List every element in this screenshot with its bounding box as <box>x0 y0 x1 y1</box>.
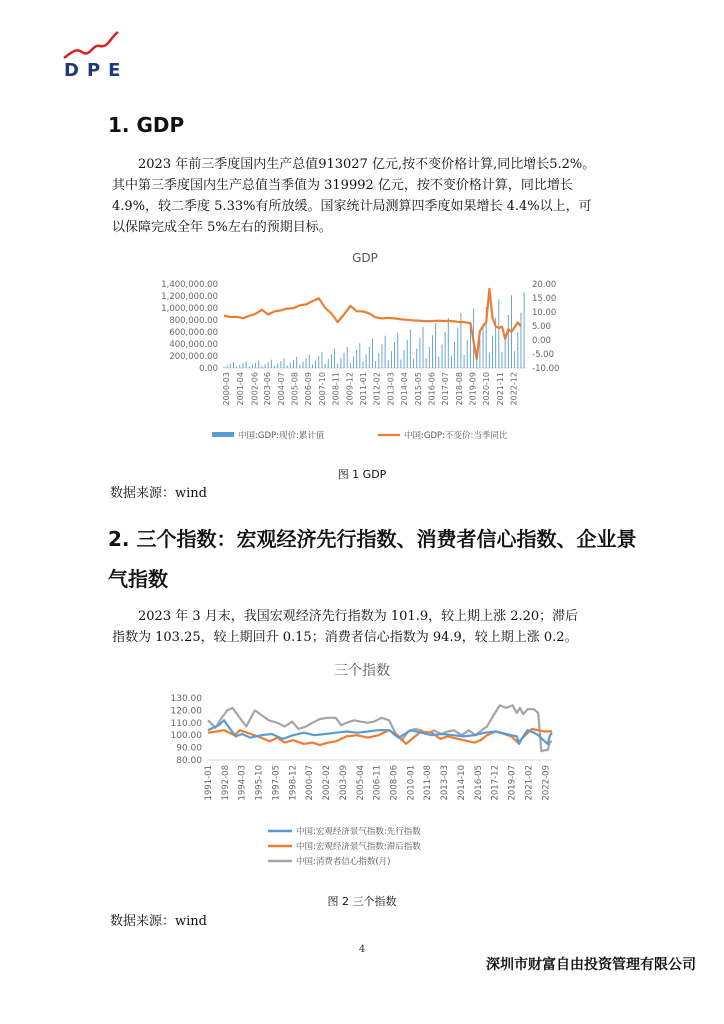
section-2-heading-line: 2. 三个指数：宏观经济先行指数、消费者信心指数、企业景 <box>108 527 637 551</box>
x-axis-tick: 2014-10 <box>456 765 467 801</box>
gdp-bar <box>315 360 316 368</box>
gdp-bar <box>328 359 329 368</box>
paragraph-line: 2023 年 3 月末，我国宏观经济先行指数为 101.9，较上期上涨 2.20；滞后 <box>138 609 579 624</box>
x-axis-tick: 2013-03 <box>440 765 451 801</box>
x-axis-tick: 2007-10 <box>317 372 327 406</box>
gdp-bar <box>233 362 234 368</box>
legend-label: 中国:宏观经济景气指数:先行指数 <box>296 827 421 837</box>
gdp-bar <box>265 364 266 368</box>
y-axis-tick: 90.00 <box>176 743 202 754</box>
x-axis-tick: 2016-06 <box>427 372 437 406</box>
gdp-bar <box>261 366 262 368</box>
gdp-bar <box>514 351 515 368</box>
gdp-bar <box>303 362 304 368</box>
page-number: 4 <box>358 944 366 955</box>
x-axis-tick: 1997-05 <box>271 765 282 801</box>
legend-label: 中国:GDP:现价:累计值 <box>238 431 325 441</box>
left-axis-tick: 400,000.00 <box>169 340 218 350</box>
gdp-bar <box>239 365 240 368</box>
gdp-bar <box>255 363 256 368</box>
gdp-bar <box>381 344 382 368</box>
gdp-bar <box>372 339 373 368</box>
left-axis-tick: 0.00 <box>199 364 218 374</box>
x-axis-tick: 2017-07 <box>441 372 451 406</box>
gdp-bar <box>230 364 231 368</box>
gdp-bar <box>227 365 228 368</box>
figure-1-source: 数据来源：wind <box>110 486 207 501</box>
x-axis-tick: 2005-04 <box>355 765 366 801</box>
x-axis-tick: 1995-10 <box>254 765 265 801</box>
index-series-line <box>208 705 552 751</box>
x-axis-tick: 2016-05 <box>473 765 484 801</box>
right-axis-tick: 20.00 <box>532 280 557 290</box>
gdp-bar <box>502 352 503 368</box>
gdp-bar <box>277 363 278 368</box>
x-axis-tick: 2011-08 <box>423 765 434 801</box>
x-axis-tick: 2006-09 <box>304 372 314 406</box>
figure-2-source: 数据来源：wind <box>110 914 207 929</box>
gdp-bar <box>356 350 357 368</box>
gdp-bar <box>312 364 313 368</box>
gdp-bar <box>243 363 244 368</box>
legend-label: 中国:消费者信心指数(月) <box>296 857 391 867</box>
left-axis-tick: 1,400,000.00 <box>161 280 218 290</box>
x-axis-tick: 2005-08 <box>290 372 300 406</box>
paragraph-line: 指数为 103.25，较上期回升 0.15；消费者信心指数为 94.9，较上期上涨 0.2。 <box>112 630 578 645</box>
x-axis-tick: 1998-12 <box>288 765 299 801</box>
gdp-bar <box>363 362 364 368</box>
section-2-heading-line: 气指数 <box>108 567 168 591</box>
index-series-line <box>208 720 552 744</box>
gdp-chart <box>140 246 590 456</box>
x-axis-tick: 1994-03 <box>237 765 248 801</box>
y-axis-tick: 120.00 <box>170 706 202 717</box>
left-axis-tick: 1,200,000.00 <box>161 292 218 302</box>
right-axis-tick: 5.00 <box>532 322 551 332</box>
gdp-bar <box>451 356 452 368</box>
gdp-bar <box>498 299 499 368</box>
y-axis-tick: 130.00 <box>170 694 202 704</box>
gdp-bar <box>224 367 225 368</box>
gdp-bar <box>445 332 446 368</box>
x-axis-tick: 2003-06 <box>263 372 273 406</box>
x-axis-tick: 2009-12 <box>345 372 355 406</box>
x-axis-tick: 2001-04 <box>235 372 245 406</box>
right-axis-tick: -10.00 <box>532 364 560 374</box>
x-axis-tick: 2020-10 <box>482 372 492 406</box>
gdp-bar <box>271 360 272 368</box>
x-axis-tick: 2002-06 <box>250 372 260 406</box>
gdp-bar <box>246 361 247 368</box>
gdp-bar <box>397 332 398 368</box>
paragraph-line: 以保障完成全年 5%左右的预期目标。 <box>112 220 332 235</box>
gdp-bar <box>236 367 237 368</box>
x-axis-tick: 2013-03 <box>386 372 396 406</box>
gdp-bar <box>331 354 332 368</box>
right-axis-tick: 0.00 <box>532 336 551 346</box>
gdp-bar <box>416 349 417 368</box>
gdp-bar <box>309 355 310 368</box>
gdp-bar <box>318 356 319 368</box>
x-axis-tick: 2006-11 <box>372 765 383 801</box>
x-axis-tick: 2010-01 <box>406 765 417 801</box>
x-axis-tick: 2021-02 <box>524 765 535 801</box>
right-axis-tick: 15.00 <box>532 294 557 304</box>
gdp-bar <box>454 342 455 368</box>
section-2-paragraph <box>112 606 578 648</box>
left-axis-tick: 200,000.00 <box>169 352 218 362</box>
section-1-paragraph <box>112 154 595 238</box>
chart-title: 三个指数 <box>334 663 390 679</box>
left-axis-tick: 1,000,000.00 <box>161 304 218 314</box>
x-axis-tick: 2000-07 <box>305 765 316 801</box>
gdp-bar <box>274 366 275 368</box>
gdp-bar <box>334 349 335 368</box>
x-axis-tick: 2019-09 <box>468 372 478 406</box>
figure-1-caption: 图 1 GDP <box>337 468 387 481</box>
x-axis-tick: 2008-06 <box>389 765 400 801</box>
gdp-bar <box>413 359 414 368</box>
gdp-bar <box>391 351 392 368</box>
index-series-line <box>208 729 552 745</box>
legend-label: 中国:宏观经济景气指数:滞后指数 <box>296 842 421 852</box>
gdp-bar <box>385 336 386 368</box>
gdp-bar <box>325 364 326 368</box>
x-axis-tick: 1991-01 <box>204 765 214 801</box>
y-axis-tick: 110.00 <box>170 718 202 729</box>
x-axis-tick: 2004-07 <box>276 372 286 406</box>
chart-title: GDP <box>352 251 378 265</box>
gdp-bar <box>280 361 281 368</box>
left-axis-tick: 800,000.00 <box>169 316 218 326</box>
gdp-bar <box>366 354 367 368</box>
x-axis-tick: 2003-09 <box>338 765 349 801</box>
gdp-bar <box>438 357 439 368</box>
x-axis-tick: 1992-08 <box>220 765 231 801</box>
gdp-bar <box>423 327 424 368</box>
logo-swoosh <box>64 32 118 58</box>
gdp-bar <box>404 350 405 368</box>
x-axis-tick: 2014-04 <box>400 372 410 406</box>
gdp-bar <box>293 360 294 368</box>
paragraph-line: 4.9%，较二季度 5.33%有所放缓。国家统计局测算四季度如果增长 4.4%以上，可 <box>112 199 592 214</box>
gdp-bar <box>407 340 408 368</box>
gdp-bar <box>252 365 253 368</box>
gdp-bar <box>400 360 401 368</box>
gdp-bar <box>258 361 259 368</box>
x-axis-tick: 2022-12 <box>509 372 519 406</box>
gdp-bar <box>290 363 291 368</box>
gdp-bar <box>344 353 345 368</box>
gdp-bar <box>517 332 518 368</box>
x-axis-tick: 2012-02 <box>372 372 382 406</box>
gdp-bar <box>268 362 269 368</box>
gdp-bar <box>419 338 420 368</box>
gdp-bar <box>464 355 465 368</box>
gdp-bar <box>435 323 436 368</box>
gdp-bar <box>337 363 338 368</box>
logo-text: DPE <box>64 60 129 81</box>
gdp-bar <box>388 360 389 368</box>
gdp-bar <box>350 363 351 368</box>
gdp-bar <box>369 347 370 368</box>
x-axis-tick: 2011-01 <box>358 372 368 406</box>
gdp-bar <box>353 356 354 368</box>
gdp-bar <box>520 313 521 368</box>
gdp-bar <box>492 336 493 368</box>
gdp-bar <box>508 315 509 368</box>
gdp-bar <box>347 347 348 368</box>
legend-label: 中国:GDP:不变价:当季同比 <box>404 431 508 441</box>
paragraph-line: 2023 年前三季度国内生产总值913027 亿元,按不变价格计算,同比增长5.2%。 <box>138 157 596 172</box>
gdp-bar <box>432 335 433 368</box>
figure-2-caption: 图 2 三个指数 <box>327 895 397 908</box>
gdp-bar <box>442 345 443 368</box>
section-1-heading: 1. GDP <box>108 113 185 137</box>
x-axis-tick: 2008-11 <box>331 372 341 406</box>
legend-swatch-bar <box>212 432 234 437</box>
gdp-bar <box>375 361 376 368</box>
gdp-bar <box>287 366 288 368</box>
x-axis-tick: 2021-11 <box>495 372 505 406</box>
y-axis-tick: 80.00 <box>176 756 202 766</box>
gdp-bar <box>359 343 360 368</box>
left-axis-tick: 600,000.00 <box>169 328 218 338</box>
gdp-bar <box>340 358 341 368</box>
gdp-bar <box>410 329 411 368</box>
right-axis-tick: 10.00 <box>532 308 557 318</box>
y-axis-tick: 100.00 <box>170 731 202 742</box>
gdp-bar <box>467 340 468 368</box>
gdp-bar <box>378 353 379 368</box>
x-axis-tick: 2000-03 <box>222 372 232 406</box>
logo-mark <box>62 30 122 62</box>
gdp-bar <box>296 357 297 368</box>
right-axis-tick: -5.00 <box>532 350 554 360</box>
gdp-bar <box>321 352 322 368</box>
paragraph-line: 其中第三季度国内生产总值当季值为 319992 亿元，按不变价格计算，同比增长 <box>112 178 573 193</box>
gdp-bar <box>524 292 525 368</box>
gdp-bar <box>394 342 395 368</box>
gdp-bar <box>457 328 458 368</box>
gdp-bar <box>479 339 480 368</box>
gdp-bar <box>483 324 484 368</box>
x-axis-tick: 2022-09 <box>541 765 552 801</box>
x-axis-tick: 2019-07 <box>507 765 518 801</box>
company-name: 深圳市财富自由投资管理有限公司 <box>486 957 696 973</box>
x-axis-tick: 2017-12 <box>490 765 501 801</box>
gdp-bar <box>429 347 430 368</box>
x-axis-tick: 2015-05 <box>413 372 423 406</box>
x-axis-tick: 2018-08 <box>454 372 464 406</box>
gdp-bar <box>448 318 449 368</box>
gdp-bar <box>249 366 250 368</box>
gdp-bar <box>426 358 427 368</box>
gdp-bar <box>306 358 307 368</box>
gdp-bar <box>299 365 300 368</box>
three-index-chart <box>170 655 570 883</box>
gdp-bar <box>284 358 285 368</box>
x-axis-tick: 2002-02 <box>322 765 333 801</box>
gdp-bar <box>489 353 490 368</box>
